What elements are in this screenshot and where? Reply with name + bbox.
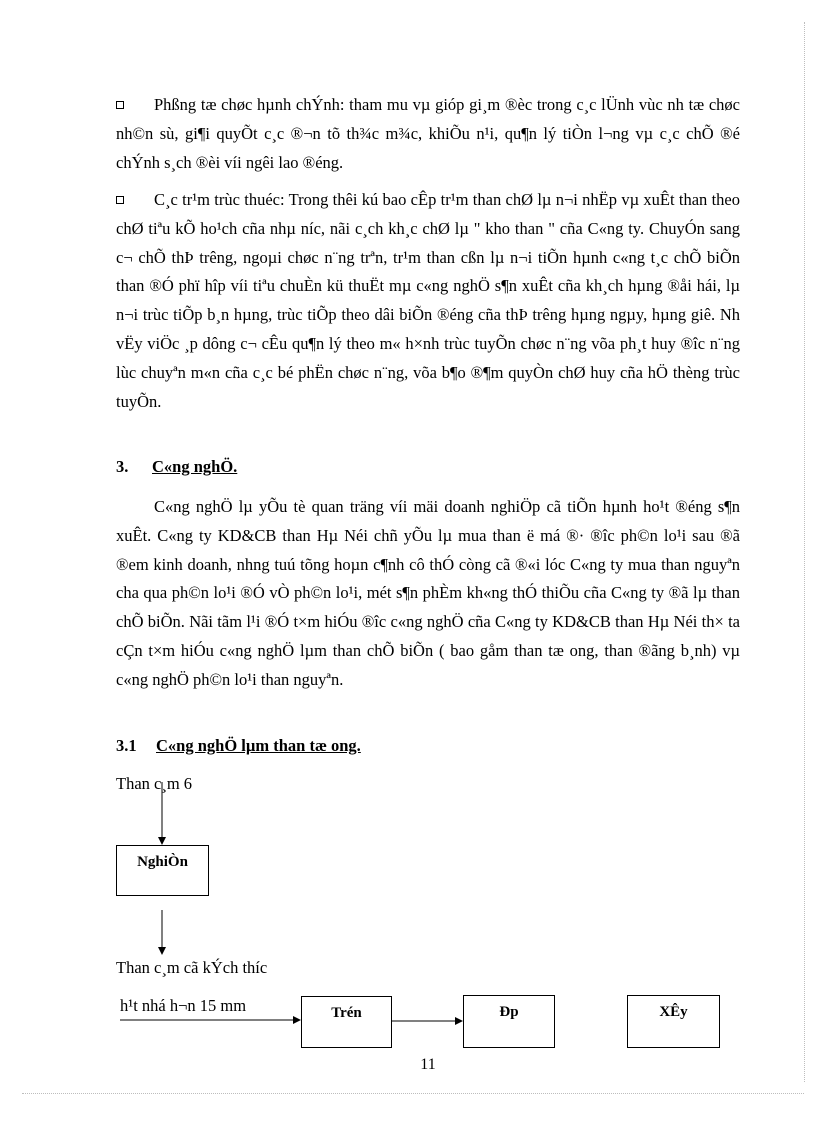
paragraph-admin-text: Phßng tæ chøc hµnh chÝnh: tham mu vµ gióp gi¸m ®èc trong c¸c lÜnh vùc nh tæ chøc nh©n sù, gi¶i quyÕt c¸c ®¬n tõ th¾c m¾c, khiÕu n¹i, qu¶n lý tiÒn l¬ng vµ c¸c chÕ ®é chÝnh s¸ch ®èi víi ngêi lao ®éng. bbox=[116, 95, 740, 172]
paragraph-stations-text: C¸c tr¹m trùc thuéc: Trong thêi kú bao cÊp tr¹m than chØ lµ n¬i nhËp vµ xuÊt than theo chØ tiªu kÕ ho¹ch cña nhµ níc, nãi c¸ch kh¸c chØ lµ " kho than " cña C«ng ty. ChuyÓn sang c¬ chÕ thÞ trêng, ngoµi chøc n¨ng trªn, tr¹m than cßn lµ n¬i tiÕn hµnh c«ng t¸c chÕ biÕn than ®Ó phï hîp víi tiªu chuÈn kü thuËt mµ c«ng nghÖ s¶n xuÊt cña kh¸ch hµng ®åi hái, lµ n¬i trùc tiÕp b¸n hµng, trùc tiÕp theo dâi biÕn ®éng cña thÞ trêng hµng ngµy, hµng giê. Nh vËy viÖc ¸p dông c¬ cÊu qu¶n lý theo m« h×nh trùc tuyÕn chøc n¨ng võa ph¸t huy ®îc n¨ng lùc chuyªn m«n cña c¸c bé phËn chøc n¨ng, võa b¶o ®¶m quyÒn chØ huy cña hÖ thèng trùc tuyÕn. bbox=[116, 190, 740, 411]
diagram-after-grind-label: Than c¸m cã kÝch thíc bbox=[116, 958, 268, 977]
diagram-box-press: Ðp bbox=[463, 995, 555, 1048]
paragraph-technology: C«ng nghÖ lµ yÕu tè quan träng víi mäi doanh nghiÖp cã tiÕn hµnh ho¹t ®éng s¶n xuÊt. C«ng ty KD&CB than Hµ Néi chñ yÕu lµ mua than ë má ®· ®îc ph©n lo¹i sau ®ã ®em kinh doanh, nhng tuú tõng hoµn c¶nh cô thÓ còng cã ®«i lóc C«ng ty mua than nguyªn cha qua ph©n lo¹i ®Ó vÒ ph©n lo¹i, mét s¶n phÈm kh«ng thÓ thiÕu cña C«ng ty ®ã lµ than chÕ biÕn. Nãi tãm l¹i ®Ó t×m hiÓu ®îc c«ng nghÖ cña C«ng ty KD&CB than Hµ Néi th× ta cÇn t×m hiÓu c«ng nghÖ lµm than chÕ biÕn ( bao gåm than tæ ong, than ®ãng b¸nh) vµ c«ng nghÖ ph©n lo¹i than nguyªn. bbox=[116, 497, 740, 689]
diagram-box-grind: NghiÒn bbox=[116, 845, 209, 896]
diagram-input-label: Than c¸m 6 bbox=[116, 774, 193, 793]
subsection-number: 3.1 bbox=[116, 736, 137, 755]
section-number: 3. bbox=[116, 457, 129, 476]
diagram-size-label: h¹t nhá h¬n 15 mm bbox=[120, 996, 247, 1015]
diagram-box-mix: Trén bbox=[301, 996, 392, 1048]
section-title: C«ng nghÖ. bbox=[152, 457, 238, 476]
subsection-title: C«ng nghÖ lµm than tæ ong. bbox=[156, 736, 361, 755]
diagram-box-dry: XÊy bbox=[627, 995, 720, 1048]
page-number: 11 bbox=[420, 1056, 436, 1073]
